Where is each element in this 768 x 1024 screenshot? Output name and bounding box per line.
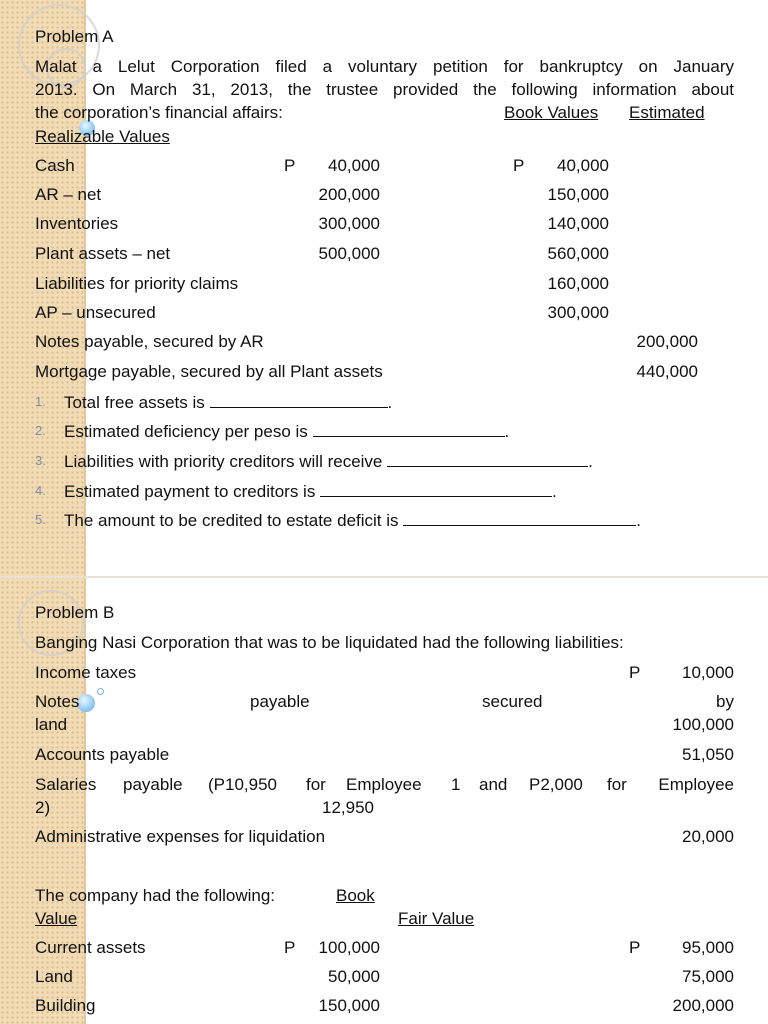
- question-number: 2.: [35, 423, 46, 438]
- fair-value: 200,000: [672, 996, 734, 1015]
- row-label-admin-expenses: Administrative expenses for liquidation: [35, 827, 326, 846]
- question-2: Estimated deficiency per peso is .: [64, 422, 510, 441]
- notes-word: secured: [482, 692, 543, 711]
- salaries-word: (P10,950: [208, 775, 277, 794]
- header-value: Value: [35, 909, 78, 928]
- question-5: The amount to be credited to estate deficit is .: [64, 511, 641, 530]
- amount-value: 440,000: [636, 362, 698, 381]
- row-label-building: Building: [35, 996, 96, 1015]
- amount-value: 20,000: [682, 827, 734, 846]
- fair-value: 95,000: [682, 938, 734, 957]
- book-value: 100,000: [318, 938, 380, 957]
- notes-word: Notes: [35, 692, 80, 711]
- decorative-dot: [97, 688, 104, 695]
- peso-sign: P: [513, 156, 525, 175]
- notes-word: land: [35, 715, 68, 734]
- row-label-inventories: Inventories: [35, 214, 119, 233]
- salaries-word: 2): [35, 798, 51, 817]
- slide-separator: [0, 576, 768, 578]
- estimated-value: 40,000: [557, 156, 609, 175]
- question-number: 4.: [35, 483, 46, 498]
- row-label-ap-unsecured: AP – unsecured: [35, 303, 156, 322]
- estimated-value: 300,000: [547, 303, 609, 322]
- amount-value: 51,050: [682, 745, 734, 764]
- book-value: 300,000: [318, 214, 380, 233]
- problem-b-title: Problem B: [35, 603, 115, 622]
- row-label-ar: AR – net: [35, 185, 102, 204]
- salaries-word: for: [607, 775, 627, 794]
- problem-b-intro: Banging Nasi Corporation that was to be liquidated had the following liabilities:: [35, 633, 624, 652]
- estimated-value: 150,000: [547, 185, 609, 204]
- row-label-priority-claims: Liabilities for priority claims: [35, 274, 239, 293]
- amount-value: 200,000: [636, 332, 698, 351]
- book-value: 50,000: [328, 967, 380, 986]
- assets-intro: The company had the following:: [35, 886, 276, 905]
- problem-a-title: Problem A: [35, 27, 114, 46]
- fair-value: 75,000: [682, 967, 734, 986]
- row-label-accounts-payable: Accounts payable: [35, 745, 170, 764]
- salaries-word: 1: [451, 775, 461, 794]
- salaries-word: payable: [123, 775, 183, 794]
- notes-word: payable: [250, 692, 310, 711]
- row-label-cash: Cash: [35, 156, 75, 175]
- row-label-land: Land: [35, 967, 73, 986]
- peso-sign: P: [629, 938, 641, 957]
- header-realizable-values: Realizable Values: [35, 127, 170, 146]
- salaries-word: Employee: [346, 775, 422, 794]
- peso-sign: P: [629, 663, 641, 682]
- row-label-income-taxes: Income taxes: [35, 663, 137, 682]
- book-value: 40,000: [328, 156, 380, 175]
- estimated-value: 160,000: [547, 274, 609, 293]
- question-number: 5.: [35, 512, 46, 527]
- header-book: Book: [336, 886, 375, 905]
- book-value: 500,000: [318, 244, 380, 263]
- decorative-bubble: [77, 694, 95, 712]
- peso-sign: P: [284, 156, 296, 175]
- problem-a-intro-line: the corporation’s financial affairs:: [35, 103, 283, 122]
- peso-sign: P: [284, 938, 296, 957]
- amount-value: 100,000: [672, 715, 734, 734]
- problem-a-intro-line: 2013. On March 31, 2013, the trustee provided the following information about: [35, 80, 734, 99]
- question-number: 1.: [35, 394, 46, 409]
- amount-value: 10,000: [682, 663, 734, 682]
- header-estimated: Estimated: [629, 103, 705, 122]
- salaries-word: Employee: [658, 775, 734, 794]
- row-label-current-assets: Current assets: [35, 938, 146, 957]
- amount-value: 12,950: [322, 798, 374, 817]
- header-fair-value: Fair Value: [398, 909, 475, 928]
- salaries-word: and: [479, 775, 508, 794]
- question-3: Liabilities with priority creditors will receive .: [64, 452, 593, 471]
- notes-word: by: [716, 692, 734, 711]
- question-4: Estimated payment to creditors is .: [64, 482, 557, 501]
- question-1: Total free assets is .: [64, 393, 393, 412]
- problem-a-intro-line: Malat a Lelut Corporation filed a voluntary petition for bankruptcy on January: [35, 57, 734, 76]
- question-number: 3.: [35, 453, 46, 468]
- book-value: 150,000: [318, 996, 380, 1015]
- book-value: 200,000: [318, 185, 380, 204]
- estimated-value: 140,000: [547, 214, 609, 233]
- row-label-mortgage-payable: Mortgage payable, secured by all Plant assets: [35, 362, 383, 381]
- estimated-value: 560,000: [547, 244, 609, 263]
- row-label-plant-assets: Plant assets – net: [35, 244, 171, 263]
- salaries-word: P2,000: [529, 775, 583, 794]
- row-label-notes-payable: Notes payable, secured by AR: [35, 332, 264, 351]
- salaries-word: for: [306, 775, 326, 794]
- salaries-word: Salaries: [35, 775, 97, 794]
- header-book-values: Book Values: [504, 103, 599, 122]
